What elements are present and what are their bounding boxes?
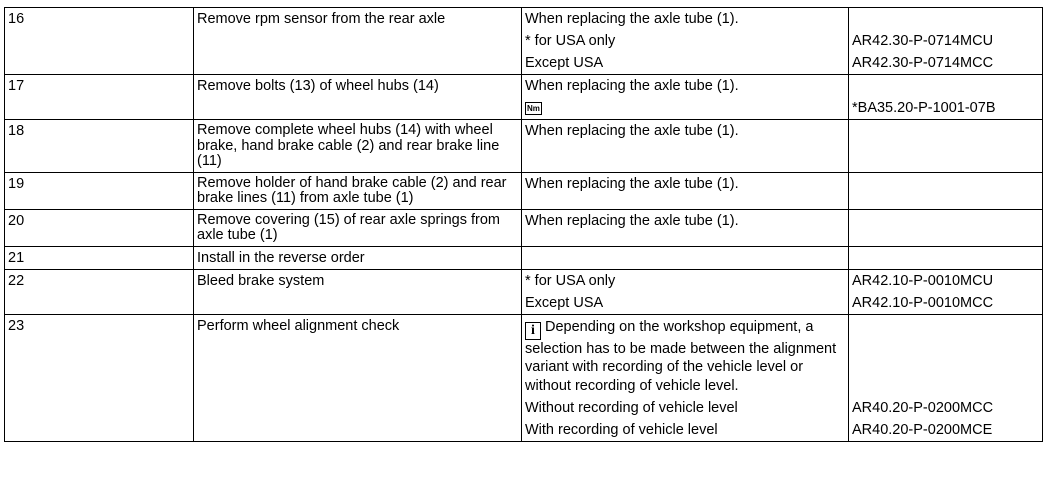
note-text: When replacing the axle tube (1). [525,11,739,27]
action-cell [194,246,522,269]
reference-cell [849,75,1043,120]
torque-nm-icon[interactable]: Nm [527,103,540,113]
step-number: 21 [8,249,25,266]
action-text: Remove rpm sensor from the rear axle [197,11,446,27]
note-cell [522,120,849,173]
step-number: 19 [8,175,25,192]
note-text: Except USA [525,294,604,311]
note-text: * for USA only [525,272,616,289]
step-number-cell [5,120,194,173]
reference-cell [849,172,1043,209]
note-text: When replacing the axle tube (1). [525,212,739,229]
table-row [5,209,1043,246]
note-text: When replacing the axle tube (1). [525,123,739,139]
note-cell [522,75,849,120]
info-note [522,315,848,398]
step-number: 23 [8,317,25,334]
note-text: * for USA only [525,33,616,49]
note-cell [522,8,849,75]
action-cell [194,120,522,173]
action-cell [194,314,522,442]
step-number: 20 [8,212,25,229]
action-text: Perform wheel alignment check [197,317,400,334]
table-row [5,314,1043,442]
document-reference-link[interactable]: AR42.10-P-0010MCU [852,272,994,289]
step-number-cell [5,8,194,75]
action-text: Remove complete wheel hubs (14) with wheel brake, hand brake cable (2) and rear brake line (11) [197,122,500,169]
info-note-text: Depending on the workshop equipment, a selection has to be made between the alignment variant with recording of the vehicle level or without recording of vehicle level. [525,318,837,394]
note-cell [522,246,849,269]
document-reference-link[interactable]: AR42.30-P-0714MCU [852,33,994,49]
document-reference-link[interactable]: AR42.30-P-0714MCC [852,55,994,71]
reference-cell [849,269,1043,314]
note-cell [522,314,849,442]
note-text: Without recording of vehicle level [525,400,738,416]
document-reference-link[interactable]: AR40.20-P-0200MCC [852,400,994,416]
step-number: 16 [8,11,25,27]
table-row [5,246,1043,269]
action-text: Remove covering (15) of rear axle springs from axle tube (1) [197,211,501,243]
reference-cell [849,314,1043,442]
action-cell [194,209,522,246]
step-number: 18 [8,123,25,139]
document-reference-link[interactable]: *BA35.20-P-1001-07B [852,100,996,116]
table-row [5,269,1043,314]
action-text: Bleed brake system [197,272,325,289]
table-row [5,8,1043,75]
action-cell [194,172,522,209]
step-number-cell [5,172,194,209]
document-reference-link[interactable]: AR42.10-P-0010MCC [852,294,994,311]
action-cell [194,269,522,314]
reference-cell [849,120,1043,173]
reference-cell [849,8,1043,75]
reference-cell [849,209,1043,246]
note-text: When replacing the axle tube (1). [525,78,739,94]
info-icon[interactable]: i [525,322,541,340]
step-number: 22 [8,272,25,289]
action-cell [194,75,522,120]
table-row [5,75,1043,120]
document-reference-link[interactable]: AR40.20-P-0200MCE [852,422,993,438]
reference-cell [849,246,1043,269]
action-text: Remove bolts (13) of wheel hubs (14) [197,78,439,94]
note-text: When replacing the axle tube (1). [525,175,739,192]
note-cell [522,269,849,314]
step-number-cell [5,314,194,442]
note-text: With recording of vehicle level [525,422,718,438]
note-text: Except USA [525,55,604,71]
step-number-cell [5,269,194,314]
table-row [5,172,1043,209]
note-cell [522,172,849,209]
table-row [5,120,1043,173]
action-text: Remove holder of hand brake cable (2) and rear brake lines (11) from axle tube (1) [197,174,507,206]
step-number-cell [5,209,194,246]
procedure-table [4,7,1043,442]
note-cell [522,209,849,246]
step-number: 17 [8,78,25,94]
step-number-cell [5,246,194,269]
action-cell [194,8,522,75]
step-number-cell [5,75,194,120]
action-text: Install in the reverse order [197,249,365,266]
